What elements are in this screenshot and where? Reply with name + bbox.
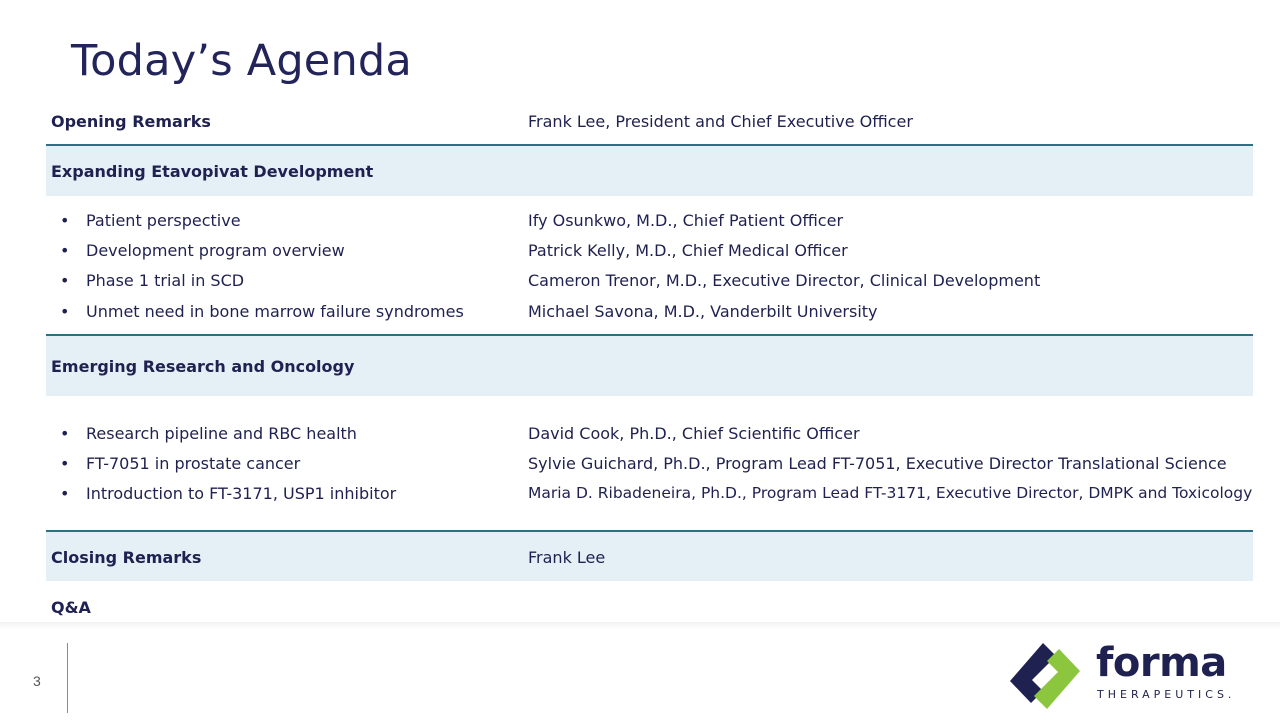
- section1-items: [46, 196, 1253, 334]
- qa-label: Q&A: [51, 598, 91, 617]
- speaker: Michael Savona, M.D., Vanderbilt University: [528, 302, 878, 321]
- topic: FT-7051 in prostate cancer: [86, 454, 301, 473]
- speaker: Ify Osunkwo, M.D., Chief Patient Officer: [528, 211, 844, 230]
- bullet-icon: •: [60, 424, 70, 443]
- section2-items: [46, 396, 1253, 530]
- page-number: 3: [33, 673, 41, 689]
- forma-logo-icon: [1010, 643, 1080, 709]
- closing-label: Closing Remarks: [51, 548, 202, 567]
- topic: Research pipeline and RBC health: [86, 424, 357, 443]
- bullet-icon: •: [60, 211, 70, 230]
- bullet-icon: •: [60, 241, 70, 260]
- footer-divider: [0, 622, 1280, 630]
- logo-wordmark: forma: [1096, 640, 1227, 686]
- agenda-row-qa: [46, 581, 1253, 625]
- agenda-row-closing: [46, 530, 1253, 581]
- bullet-icon: •: [60, 302, 70, 321]
- logo-tagline: THERAPEUTICS.: [1097, 688, 1236, 701]
- bullet-icon: •: [60, 271, 70, 290]
- agenda-row-opening: [46, 96, 1253, 144]
- topic: Introduction to FT-3171, USP1 inhibitor: [86, 484, 397, 503]
- bullet-icon: •: [60, 454, 70, 473]
- agenda-row-section2: [46, 334, 1253, 396]
- section1-label: Expanding Etavopivat Development: [51, 162, 374, 181]
- page-title: Today’s Agenda: [71, 36, 412, 86]
- agenda-table: [46, 96, 1253, 625]
- topic: Unmet need in bone marrow failure syndromes: [86, 302, 464, 321]
- section2-label: Emerging Research and Oncology: [51, 357, 355, 376]
- closing-speaker: Frank Lee: [528, 548, 606, 567]
- bullet-icon: •: [60, 484, 70, 503]
- speaker: Maria D. Ribadeneira, Ph.D., Program Lead FT-3171, Executive Director, DMPK and Toxicology: [528, 484, 1253, 502]
- speaker: David Cook, Ph.D., Chief Scientific Officer: [528, 424, 860, 443]
- opening-label: Opening Remarks: [51, 112, 211, 131]
- speaker: Cameron Trenor, M.D., Executive Director, Clinical Development: [528, 271, 1041, 290]
- speaker: Sylvie Guichard, Ph.D., Program Lead FT-7051, Executive Director Translational Science: [528, 454, 1227, 473]
- footer-vertical-rule: [67, 643, 68, 713]
- agenda-row-section1: [46, 144, 1253, 196]
- topic: Development program overview: [86, 241, 345, 260]
- speaker: Patrick Kelly, M.D., Chief Medical Officer: [528, 241, 848, 260]
- opening-speaker: Frank Lee, President and Chief Executive Officer: [528, 112, 913, 131]
- topic: Patient perspective: [86, 211, 241, 230]
- topic: Phase 1 trial in SCD: [86, 271, 245, 290]
